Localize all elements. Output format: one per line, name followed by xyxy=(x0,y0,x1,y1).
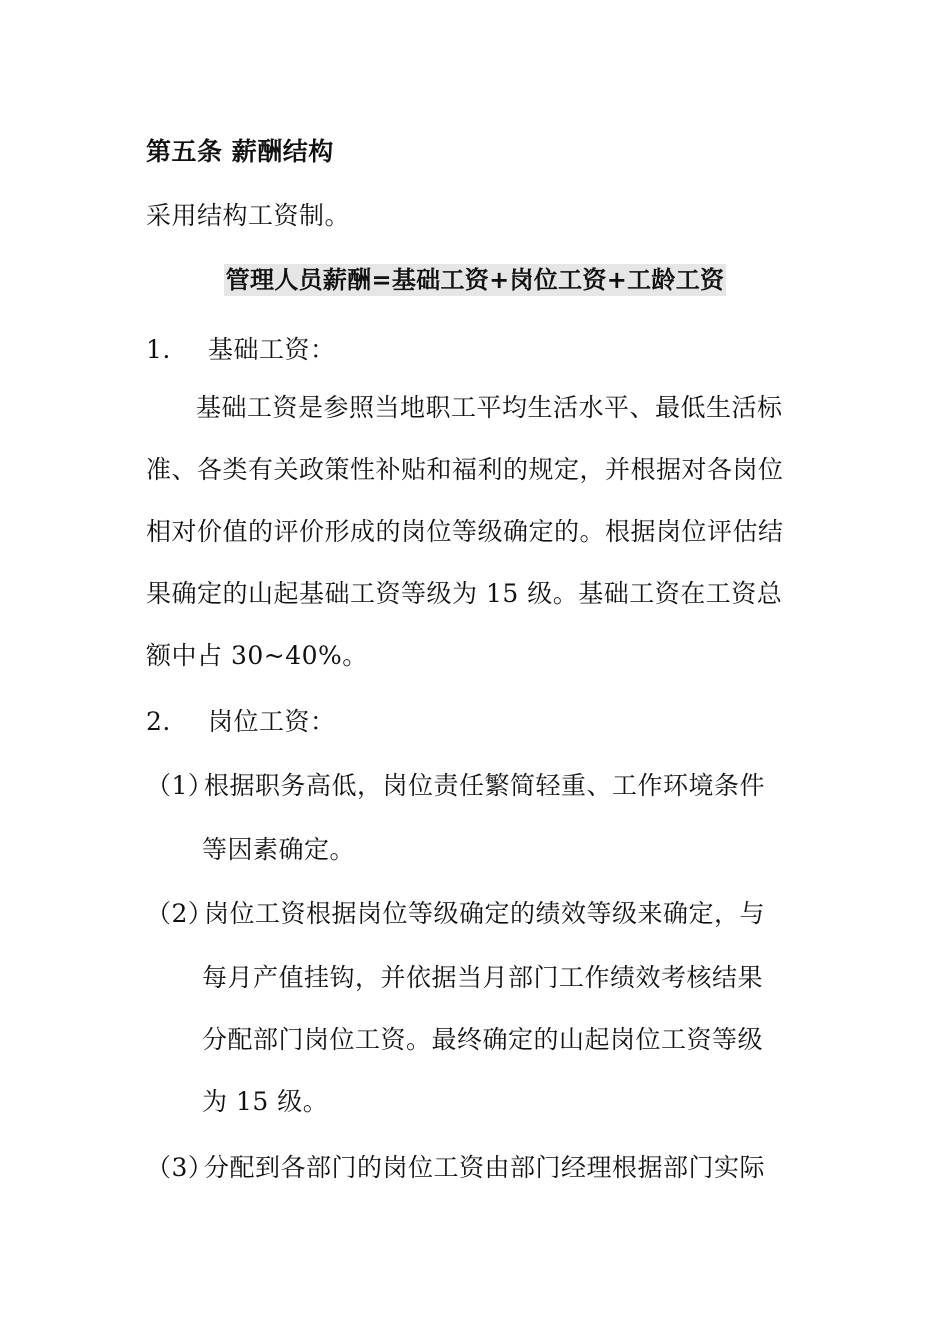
list-item-3 xyxy=(146,1152,765,1184)
list-marker: （3） xyxy=(146,1153,214,1182)
list-item-2 xyxy=(146,898,765,930)
section-1-para-line: 额中占 30~40%。 xyxy=(146,641,368,670)
section-1-para-line: 准、各类有关政策性补贴和福利的规定，并根据对各岗位 xyxy=(146,455,784,484)
article-heading: 第五条 薪酬结构 xyxy=(146,137,334,166)
section-1-para-line: 相对价值的评价形成的岗位等级确定的。根据岗位评估结 xyxy=(146,517,784,546)
salary-formula: 管理人员薪酬=基础工资+岗位工资+工龄工资 xyxy=(225,266,725,294)
section-2-title: 岗位工资： xyxy=(208,707,336,736)
section-1-number: 1. xyxy=(146,335,171,364)
section-2-number: 2. xyxy=(146,707,171,736)
formula-block xyxy=(0,264,950,296)
section-1-heading xyxy=(146,334,336,366)
list-item-1 xyxy=(146,770,765,802)
list-item-line: 分配到各部门的岗位工资由部门经理根据部门实际 xyxy=(204,1153,766,1182)
list-item-line: 岗位工资根据岗位等级确定的绩效等级来确定，与 xyxy=(204,899,766,928)
intro-text: 采用结构工资制。 xyxy=(146,201,351,230)
list-marker: （1） xyxy=(146,771,214,800)
section-1-title: 基础工资： xyxy=(208,335,336,364)
list-marker: （2） xyxy=(146,899,214,928)
list-item-line: 等因素确定。 xyxy=(202,835,356,864)
list-item-line: 每月产值挂钩，并依据当月部门工作绩效考核结果 xyxy=(202,963,764,992)
list-item-line: 根据职务高低，岗位责任繁简轻重、工作环境条件 xyxy=(204,771,766,800)
list-item-line: 为 15 级。 xyxy=(202,1087,329,1116)
section-1-para-line: 果确定的山起基础工资等级为 15 级。基础工资在工资总 xyxy=(146,579,783,608)
section-2-heading xyxy=(146,706,336,738)
section-1-para-line: 基础工资是参照当地职工平均生活水平、最低生活标 xyxy=(196,393,783,422)
list-item-line: 分配部门岗位工资。最终确定的山起岗位工资等级 xyxy=(202,1025,764,1054)
